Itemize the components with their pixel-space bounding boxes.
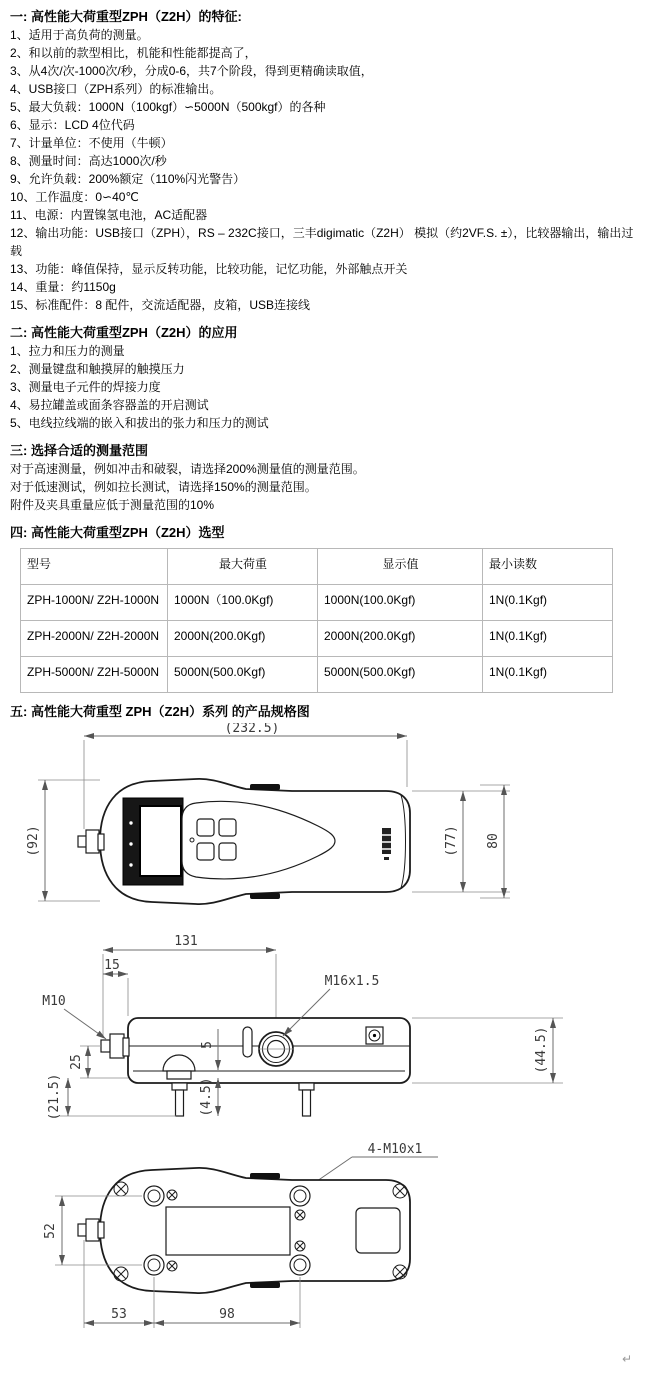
- grip-pad: [250, 893, 280, 899]
- cell-display: 1000N(100.0Kgf): [318, 585, 483, 621]
- section-title-drawings: 五: 高性能大荷重型 ZPH（Z2H）系列 的产品规格图: [10, 704, 310, 719]
- display-screen: [140, 806, 181, 876]
- table-header-row: [21, 549, 613, 585]
- col-header-model: 型号: [21, 549, 168, 585]
- feature-item: 14、重量：约1150g: [10, 280, 116, 294]
- dim-hole-span-vertical: 52: [43, 1223, 58, 1239]
- product-spec-drawing: [10, 723, 644, 1363]
- section-range-selection: [10, 442, 644, 514]
- dim-shaft-center-height: 25: [69, 1054, 84, 1070]
- section-title-features: 一: 高性能大荷重型ZPH（Z2H）的特征:: [10, 9, 242, 24]
- grip-pad: [250, 784, 280, 790]
- feature-item: 12、输出功能：USB接口（ZPH），RS – 232C接口，三丰digimatic（Z2H） 模拟（约2VF.S. ±），比较器输出，输出过载: [10, 226, 634, 258]
- application-item: 2、测量键盘和触摸屏的触摸压力: [10, 362, 185, 376]
- dim-mount-distance: 131: [174, 934, 198, 949]
- drawing-top-view: [26, 723, 510, 904]
- feature-item: 4、USB接口（ZPH系列）的标准输出。: [10, 82, 222, 96]
- table-row: [21, 621, 613, 657]
- dim-hole-span-horizontal: 98: [219, 1307, 235, 1322]
- label-mount-thread: M16x1.5: [324, 974, 380, 989]
- application-item: 1、拉力和压力的测量: [10, 344, 125, 358]
- feature-item: 8、测量时间：高达1000次/秒: [10, 154, 167, 168]
- keypad-button: [219, 843, 236, 860]
- cell-min-reading: 1N(0.1Kgf): [483, 621, 613, 657]
- section-spec-drawings: [10, 703, 644, 1363]
- drawing-bottom-view: [43, 1142, 438, 1328]
- section-features: [10, 8, 644, 314]
- side-slot: [243, 1027, 252, 1057]
- keypad-button: [197, 819, 214, 836]
- col-header-min-reading: 最小读数: [483, 549, 613, 585]
- cell-model: ZPH-5000N/ Z2H-5000N: [21, 657, 168, 693]
- dim-pin-protrusion: (21.5): [47, 1073, 62, 1121]
- mount-pin: [172, 1083, 187, 1090]
- application-item: 3、测量电子元件的焊接力度: [10, 380, 161, 394]
- table-row: [21, 657, 613, 693]
- dim-overall-length: (232.5): [224, 723, 280, 736]
- shaft-nut: [110, 1034, 124, 1058]
- feature-item: 10、工作温度：0∽40℃: [10, 190, 139, 204]
- paragraph-return-mark: ↵: [622, 1352, 633, 1366]
- feature-item: 13、功能：峰值保持，显示反转功能，比较功能，记忆功能，外部触点开关: [10, 262, 408, 276]
- label-hole-thread: 4-M10x1: [367, 1142, 423, 1157]
- keypad-button: [197, 843, 214, 860]
- range-note: 对于低速测试，例如拉长测试，请选择150%的测量范围。: [10, 480, 317, 494]
- cell-min-reading: 1N(0.1Kgf): [483, 585, 613, 621]
- feature-item: 1、适用于高负荷的测量。: [10, 28, 149, 42]
- col-header-display: 显示值: [318, 549, 483, 585]
- section-applications: [10, 324, 644, 432]
- dim-body-height: (44.5): [534, 1026, 549, 1074]
- dim-height-right-inner: (77): [444, 825, 459, 857]
- shaft-nut: [86, 830, 99, 853]
- dim-step: 5: [200, 1041, 215, 1049]
- table-row: [21, 585, 613, 621]
- dim-pin-step: (4.5): [199, 1077, 214, 1117]
- range-note: 附件及夹具重量应低于测量范围的10%: [10, 498, 215, 512]
- dim-height-right-outer: 80: [486, 833, 501, 849]
- feature-item: 11、电源：内置镍氢电池，AC适配器: [10, 208, 208, 222]
- shaft-nut: [86, 1219, 99, 1241]
- cell-max-load: 2000N(200.0Kgf): [168, 621, 318, 657]
- base-plate: [166, 1207, 290, 1255]
- feature-item: 7、计量单位：不使用（牛顿）: [10, 136, 173, 150]
- label-shaft-thread: M10: [42, 994, 66, 1009]
- cell-max-load: 1000N（100.0Kgf): [168, 585, 318, 621]
- feature-item: 9、允许负载：200%额定（110%闪光警告）: [10, 172, 246, 186]
- model-table: [20, 548, 613, 693]
- range-note: 对于高速测量，例如冲击和破裂，请选择200%测量值的测量范围。: [10, 462, 365, 476]
- cell-display: 2000N(200.0Kgf): [318, 621, 483, 657]
- battery-cover: [356, 1208, 400, 1253]
- keypad-button: [219, 819, 236, 836]
- dim-shaft-offset: 15: [104, 958, 120, 973]
- cell-max-load: 5000N(500.0Kgf): [168, 657, 318, 693]
- feature-item: 15、标准配件：8 配件，交流适配器，皮箱，USB连接线: [10, 298, 311, 312]
- col-header-max-load: 最大荷重: [168, 549, 318, 585]
- drawing-side-view: [42, 934, 563, 1120]
- feature-item: 5、最大负载：1000N（100kgf）∽5000N（500kgf）的各种: [10, 100, 326, 114]
- section-title-applications: 二: 高性能大荷重型ZPH（Z2H）的应用: [10, 325, 238, 340]
- feature-item: 3、从4次/次-1000次/秒，分成0-6，共7个阶段，得到更精确读取值，: [10, 64, 373, 78]
- section-model-selection: [10, 524, 644, 693]
- dim-height-left: (92): [26, 825, 41, 857]
- mount-pin: [299, 1083, 314, 1090]
- cell-display: 5000N(500.0Kgf): [318, 657, 483, 693]
- grip-pad: [250, 1282, 280, 1288]
- cell-model: ZPH-1000N/ Z2H-1000N: [21, 585, 168, 621]
- dim-shaft-to-hole: 53: [111, 1307, 127, 1322]
- cell-model: ZPH-2000N/ Z2H-2000N: [21, 621, 168, 657]
- cell-min-reading: 1N(0.1Kgf): [483, 657, 613, 693]
- section-title-range: 三: 选择合适的测量范围: [10, 443, 148, 458]
- application-item: 5、电线拉线端的嵌入和拔出的张力和压力的测试: [10, 416, 269, 430]
- grip-pad: [250, 1173, 280, 1179]
- feature-item: 6、显示：LCD 4位代码: [10, 118, 135, 132]
- application-item: 4、易拉罐盖或面条容器盖的开启测试: [10, 398, 209, 412]
- feature-item: 2、和以前的款型相比，机能和性能都提高了，: [10, 46, 257, 60]
- section-title-models: 四: 高性能大荷重型ZPH（Z2H）选型: [10, 525, 225, 540]
